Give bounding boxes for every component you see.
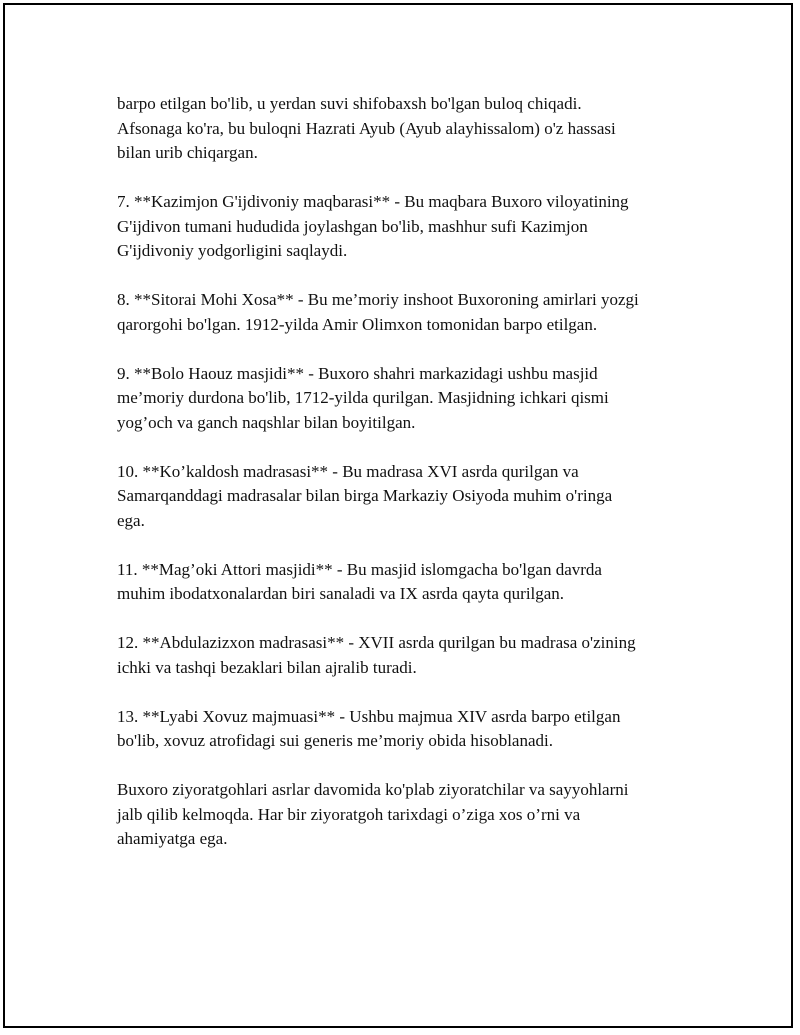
list-item-11: 11. **Mag’oki Attori masjidi** - Bu masjid islomgacha bo'lgan davrda muhim ibodatxonalardan biri sanaladi va IX asrda qayta qurilgan.	[117, 559, 602, 603]
paragraph-intro-continuation: barpo etilgan bo'lib, u yerdan suvi shifobaxsh bo'lgan buloq chiqadi. Afsonaga ko'ra, bu buloqni Hazrati Ayub (Ayub alayhissalom) o'z hassasi bilan urib chiqargan.	[117, 94, 616, 162]
list-item-10: 10. **Ko’kaldosh madrasasi** - Bu madrasa XVI asrda qurilgan va Samarqanddagi madrasalar bilan birga Markaziy Osiyoda muhim o'ringa ega.	[117, 461, 613, 530]
list-item-8: 8. **Sitorai Mohi Xosa** - Bu me’moriy inshoot Buxoroning amirlari yozgi qarorgohi bo'lgan. 1912-yilda Amir Olimxon tomonidan barpo etilgan.	[117, 290, 639, 334]
list-item-12: 12. **Abdulazizxon madrasasi** - XVII asrda qurilgan bu madrasa o'zining ichki va tashqi bezaklari bilan ajralib turadi.	[117, 633, 636, 677]
closing-paragraph: Buxoro ziyoratgohlari asrlar davomida ko'plab ziyoratchilar va sayyohlarni jalb qilib kelmoqda. Har bir ziyoratgoh tarixdagi o’ziga xos o’rni va ahamiyatga ega.	[117, 780, 629, 848]
list-item-9: 9. **Bolo Haouz masjidi** - Buxoro shahri markazidagi ushbu masjid me’moriy durdona bo'lib, 1712-yilda qurilgan. Masjidning ichkari qismi yog’och va ganch naqshlar bilan boyitilgan.	[117, 363, 609, 432]
list-item-13: 13. **Lyabi Xovuz majmuasi** - Ushbu majmua XIV asrda barpo etilgan bo'lib, xovuz atrofidagi sui generis me’moriy obida hisoblanadi.	[117, 706, 621, 750]
document-body	[117, 92, 697, 876]
list-item-7: 7. **Kazimjon G'ijdivoniy maqbarasi** - Bu maqbara Buxoro viloyatining G'ijdivon tumani hududida joylashgan bo'lib, mashhur sufi Kazimjon G'ijdivoniy yodgorligini saqlaydi.	[117, 192, 629, 260]
